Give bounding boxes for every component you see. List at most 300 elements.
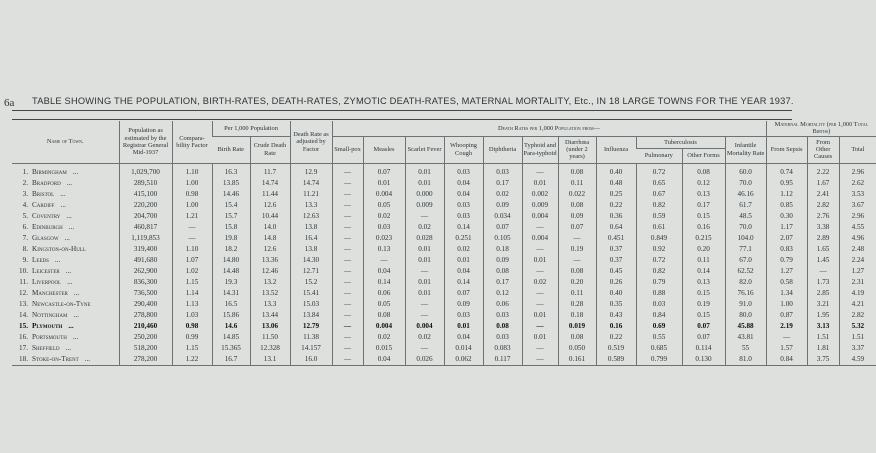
cell-diphtheria: 0.083 xyxy=(483,343,522,354)
cell-other: 0.08 xyxy=(682,163,725,178)
col-infantile-mortality: Infantile Mortality Rate xyxy=(725,136,766,163)
cell-other: 0.16 xyxy=(682,222,725,233)
table-row xyxy=(12,222,876,233)
col-birth-rate: Birth Rate xyxy=(212,136,250,163)
cell-adjusted: 15.03 xyxy=(290,299,332,310)
cell-smallpox: — xyxy=(332,332,363,343)
cell-measles: 0.015 xyxy=(363,343,405,354)
cell-birth: 15.7 xyxy=(212,211,250,222)
table-row xyxy=(12,266,876,277)
cell-smallpox: — xyxy=(332,321,363,332)
cell-total: 4.21 xyxy=(839,299,876,310)
cell-smallpox: — xyxy=(332,233,363,244)
cell-adjusted: 12.79 xyxy=(290,321,332,332)
leader-dots: ... xyxy=(68,321,74,330)
col-typhoid: Typhoid and Para-typhoid xyxy=(522,136,558,163)
cell-diphtheria: 0.18 xyxy=(483,244,522,255)
cell-sepsis: 1.00 xyxy=(766,299,807,310)
cell-crude: 13.52 xyxy=(250,288,290,299)
cell-population: 460,817 xyxy=(119,222,172,233)
cell-crude: 11.50 xyxy=(250,332,290,343)
cell-whooping: 0.01 xyxy=(444,255,483,266)
cell-scarlet: 0.01 xyxy=(405,244,444,255)
cell-diphtheria: 0.03 xyxy=(483,310,522,321)
cell-infantile: 48.5 xyxy=(725,211,766,222)
col-measles: Measles xyxy=(363,136,405,163)
cell-crude: 11.44 xyxy=(250,189,290,200)
cell-diarrhoea: — xyxy=(558,233,596,244)
cell-typhoid: — xyxy=(522,266,558,277)
cell-total: 2.24 xyxy=(839,255,876,266)
cell-diarrhoea: 0.050 xyxy=(558,343,596,354)
cell-total: 2.62 xyxy=(839,178,876,189)
cell-total: 2.48 xyxy=(839,244,876,255)
col-diphtheria: Diphtheria xyxy=(483,136,522,163)
cell-infantile: 55 xyxy=(725,343,766,354)
cell-birth: 14.85 xyxy=(212,332,250,343)
cell-adjusted: 13.8 xyxy=(290,244,332,255)
cell-scarlet: 0.01 xyxy=(405,255,444,266)
cell-population: 278,200 xyxy=(119,354,172,366)
cell-diphtheria: 0.09 xyxy=(483,200,522,211)
town-name: Leicester xyxy=(32,266,60,275)
cell-infantile: 76.16 xyxy=(725,288,766,299)
cell-sepsis: 0.58 xyxy=(766,277,807,288)
row-number: 12. xyxy=(19,288,28,297)
cell-pulmonary: 0.69 xyxy=(636,321,682,332)
cell-infantile: 70.0 xyxy=(725,178,766,189)
cell-typhoid: 0.01 xyxy=(522,310,558,321)
cell-total: 4.55 xyxy=(839,222,876,233)
cell-adjusted: 16.4 xyxy=(290,233,332,244)
cell-factor: 1.14 xyxy=(172,288,212,299)
cell-population: 278,800 xyxy=(119,310,172,321)
cell-pulmonary: 0.61 xyxy=(636,222,682,233)
leader-dots: ... xyxy=(60,200,66,209)
cell-other-causes: 1.65 xyxy=(807,244,839,255)
cell-population: 220,200 xyxy=(119,200,172,211)
table-row xyxy=(12,211,876,222)
row-number: 7. xyxy=(22,233,28,242)
cell-infantile: 80.0 xyxy=(725,310,766,321)
cell-total: 5.32 xyxy=(839,321,876,332)
cell-diphtheria: 0.06 xyxy=(483,299,522,310)
cell-other-causes: 3.38 xyxy=(807,222,839,233)
cell-influenza: 0.36 xyxy=(596,211,636,222)
town-name: Portsmouth xyxy=(32,332,67,341)
cell-sepsis: 0.83 xyxy=(766,244,807,255)
col-other-forms: Other Forms xyxy=(682,148,725,163)
row-number: 4. xyxy=(22,200,28,209)
cell-factor: — xyxy=(172,222,212,233)
town-cell xyxy=(12,244,119,255)
row-number: 5. xyxy=(22,211,28,220)
cell-sepsis: 0.74 xyxy=(766,163,807,178)
cell-typhoid: — xyxy=(522,299,558,310)
cell-pulmonary: 0.685 xyxy=(636,343,682,354)
cell-diarrhoea: 0.28 xyxy=(558,299,596,310)
cell-scarlet: 0.01 xyxy=(405,163,444,178)
cell-influenza: 0.25 xyxy=(596,189,636,200)
cell-sepsis: 1.12 xyxy=(766,189,807,200)
cell-other: 0.15 xyxy=(682,211,725,222)
col-influenza: Influenza xyxy=(596,136,636,163)
cell-sepsis: 0.87 xyxy=(766,310,807,321)
cell-other-causes: — xyxy=(807,266,839,277)
cell-infantile: 77.1 xyxy=(725,244,766,255)
cell-other-causes: 1.67 xyxy=(807,178,839,189)
table-row xyxy=(12,233,876,244)
cell-typhoid: 0.02 xyxy=(522,277,558,288)
cell-measles: 0.03 xyxy=(363,222,405,233)
cell-other: 0.12 xyxy=(682,178,725,189)
table-row xyxy=(12,343,876,354)
cell-sepsis: — xyxy=(766,332,807,343)
cell-sepsis: 2.07 xyxy=(766,233,807,244)
cell-birth: 14.6 xyxy=(212,321,250,332)
cell-diarrhoea: 0.08 xyxy=(558,163,596,178)
col-comparability-factor: Compara-bility Factor xyxy=(172,121,212,163)
col-from-sepsis: From Sepsis xyxy=(766,136,807,163)
row-number: 9. xyxy=(22,255,28,264)
leader-dots: ... xyxy=(68,222,75,231)
cell-influenza: 0.37 xyxy=(596,255,636,266)
cell-typhoid: — xyxy=(522,288,558,299)
row-number: 8. xyxy=(22,244,28,253)
town-name: Bristol xyxy=(32,189,55,198)
cell-other-causes: 1.73 xyxy=(807,277,839,288)
cell-adjusted: 11.21 xyxy=(290,189,332,200)
cell-birth: 15.86 xyxy=(212,310,250,321)
cell-measles: 0.14 xyxy=(363,277,405,288)
cell-whooping: 0.03 xyxy=(444,200,483,211)
cell-birth: 14.31 xyxy=(212,288,250,299)
cell-measles: 0.004 xyxy=(363,189,405,200)
cell-pulmonary: 0.82 xyxy=(636,200,682,211)
cell-diarrhoea: 0.161 xyxy=(558,354,596,366)
cell-whooping: 0.03 xyxy=(444,211,483,222)
cell-factor: 1.02 xyxy=(172,266,212,277)
cell-total: 2.82 xyxy=(839,310,876,321)
cell-diarrhoea: 0.20 xyxy=(558,277,596,288)
cell-scarlet: 0.01 xyxy=(405,178,444,189)
cell-adjusted: 15.2 xyxy=(290,277,332,288)
cell-factor: 1.15 xyxy=(172,343,212,354)
cell-total: 4.59 xyxy=(839,354,876,366)
cell-total: 4.19 xyxy=(839,288,876,299)
cell-pulmonary: 0.88 xyxy=(636,288,682,299)
leader-dots: ... xyxy=(73,288,80,297)
cell-diphtheria: 0.02 xyxy=(483,189,522,200)
cell-whooping: 0.14 xyxy=(444,222,483,233)
cell-crude: 13.36 xyxy=(250,255,290,266)
cell-crude: 14.8 xyxy=(250,233,290,244)
table-row xyxy=(12,288,876,299)
cell-smallpox: — xyxy=(332,277,363,288)
leader-dots: ... xyxy=(65,266,72,275)
cell-birth: 16.3 xyxy=(212,163,250,178)
col-smallpox: Small-pox xyxy=(332,136,363,163)
cell-smallpox: — xyxy=(332,310,363,321)
col-adjusted-death-rate: Death Rate as adjusted by Factor xyxy=(290,121,332,163)
cell-infantile: 67.0 xyxy=(725,255,766,266)
town-name: Liverpool xyxy=(32,277,62,286)
cell-measles: 0.02 xyxy=(363,332,405,343)
cell-diphtheria: 0.03 xyxy=(483,332,522,343)
cell-whooping: 0.04 xyxy=(444,178,483,189)
cell-infantile: 62.52 xyxy=(725,266,766,277)
cell-factor: 1.00 xyxy=(172,178,212,189)
cell-other-causes: 2.76 xyxy=(807,211,839,222)
cell-whooping: 0.09 xyxy=(444,299,483,310)
header-rule xyxy=(12,119,792,120)
cell-adjusted: 13.3 xyxy=(290,200,332,211)
cell-other: 0.15 xyxy=(682,288,725,299)
cell-diarrhoea: 0.08 xyxy=(558,332,596,343)
cell-influenza: 0.26 xyxy=(596,277,636,288)
cell-factor: 1.00 xyxy=(172,200,212,211)
town-name: Glasgow xyxy=(32,233,59,242)
cell-other: 0.13 xyxy=(682,189,725,200)
cell-population: 319,400 xyxy=(119,244,172,255)
cell-population: 491,680 xyxy=(119,255,172,266)
cell-diarrhoea: — xyxy=(558,255,596,266)
cell-diphtheria: 0.08 xyxy=(483,266,522,277)
cell-infantile: 61.7 xyxy=(725,200,766,211)
town-name: Kingston-on-Hull xyxy=(32,244,86,253)
cell-measles: 0.13 xyxy=(363,244,405,255)
town-cell xyxy=(12,178,119,189)
cell-scarlet: 0.000 xyxy=(405,189,444,200)
table-row xyxy=(12,244,876,255)
cell-other-causes: 3.13 xyxy=(807,321,839,332)
row-number: 10. xyxy=(19,266,28,275)
cell-population: 289,510 xyxy=(119,178,172,189)
cell-sepsis: 0.85 xyxy=(766,200,807,211)
cell-birth: 14.48 xyxy=(212,266,250,277)
cell-scarlet: — xyxy=(405,299,444,310)
cell-whooping: 0.04 xyxy=(444,266,483,277)
cell-birth: 14.46 xyxy=(212,189,250,200)
cell-crude: 13.1 xyxy=(250,354,290,366)
cell-population: 518,200 xyxy=(119,343,172,354)
cell-factor: 1.21 xyxy=(172,211,212,222)
cell-whooping: 0.251 xyxy=(444,233,483,244)
leader-dots: ... xyxy=(66,211,72,220)
cell-factor: 0.98 xyxy=(172,321,212,332)
town-name: Birmingham xyxy=(32,167,67,176)
cell-diphtheria: 0.12 xyxy=(483,288,522,299)
cell-birth: 19.3 xyxy=(212,277,250,288)
cell-sepsis: 1.17 xyxy=(766,222,807,233)
cell-other-causes: 2.85 xyxy=(807,288,839,299)
cell-adjusted: 13.8 xyxy=(290,222,332,233)
cell-population: 415,100 xyxy=(119,189,172,200)
cell-influenza: 0.22 xyxy=(596,200,636,211)
row-number: 13. xyxy=(19,299,28,308)
cell-influenza: 0.37 xyxy=(596,244,636,255)
cell-adjusted: 14.74 xyxy=(290,178,332,189)
cell-crude: 12.6 xyxy=(250,200,290,211)
cell-other: 0.13 xyxy=(682,277,725,288)
town-name: Plymouth xyxy=(32,321,63,330)
cell-whooping: 0.02 xyxy=(444,244,483,255)
cell-pulmonary: 0.92 xyxy=(636,244,682,255)
cell-whooping: 0.062 xyxy=(444,354,483,366)
cell-diphtheria: 0.105 xyxy=(483,233,522,244)
row-number: 6. xyxy=(22,222,28,231)
cell-diarrhoea: 0.19 xyxy=(558,244,596,255)
cell-other-causes: 2.82 xyxy=(807,200,839,211)
cell-influenza: 0.40 xyxy=(596,288,636,299)
cell-diarrhoea: 0.019 xyxy=(558,321,596,332)
cell-population: 736,500 xyxy=(119,288,172,299)
cell-other: 0.14 xyxy=(682,266,725,277)
cell-crude: 12.328 xyxy=(250,343,290,354)
cell-adjusted: 11.38 xyxy=(290,332,332,343)
town-name: Leeds xyxy=(32,255,49,264)
cell-influenza: 0.35 xyxy=(596,299,636,310)
leader-dots: ... xyxy=(84,354,91,363)
cell-diphtheria: 0.07 xyxy=(483,222,522,233)
row-number: 1. xyxy=(22,167,28,176)
cell-birth: 15.4 xyxy=(212,200,250,211)
leader-dots: ... xyxy=(65,343,71,352)
cell-other-causes: 2.41 xyxy=(807,189,839,200)
table-row xyxy=(12,310,876,321)
town-cell xyxy=(12,200,119,211)
cell-factor: 1.15 xyxy=(172,277,212,288)
town-name: Nottingham xyxy=(32,310,68,319)
cell-total: 2.96 xyxy=(839,163,876,178)
cell-scarlet: — xyxy=(405,343,444,354)
cell-pulmonary: 0.65 xyxy=(636,178,682,189)
cell-crude: 14.0 xyxy=(250,222,290,233)
cell-birth: 15.8 xyxy=(212,222,250,233)
cell-factor: 1.10 xyxy=(172,244,212,255)
cell-birth: 15.365 xyxy=(212,343,250,354)
cell-sepsis: 2.19 xyxy=(766,321,807,332)
town-name: Stoke-on-Trent xyxy=(32,354,79,363)
cell-scarlet: 0.009 xyxy=(405,200,444,211)
cell-other-causes: 1.95 xyxy=(807,310,839,321)
town-cell xyxy=(12,354,119,366)
cell-measles: 0.05 xyxy=(363,299,405,310)
cell-infantile: 104.0 xyxy=(725,233,766,244)
cell-scarlet: — xyxy=(405,211,444,222)
col-from-other-causes: From Other Causes xyxy=(807,136,839,163)
cell-adjusted: 12.71 xyxy=(290,266,332,277)
cell-total: 1.27 xyxy=(839,266,876,277)
town-name: Manchester xyxy=(32,288,68,297)
town-cell xyxy=(12,266,119,277)
cell-birth: 16.5 xyxy=(212,299,250,310)
cell-birth: 14.80 xyxy=(212,255,250,266)
col-population: Population as estimated by the Registrar General Mid-1937 xyxy=(119,121,172,163)
cell-influenza: 0.519 xyxy=(596,343,636,354)
cell-typhoid: 0.01 xyxy=(522,178,558,189)
leader-dots: ... xyxy=(72,332,79,341)
table-row xyxy=(12,200,876,211)
statistics-table xyxy=(12,121,876,366)
cell-typhoid: — xyxy=(522,343,558,354)
cell-typhoid: 0.01 xyxy=(522,255,558,266)
cell-factor: 1.22 xyxy=(172,354,212,366)
row-number: 2. xyxy=(22,178,28,187)
cell-smallpox: — xyxy=(332,244,363,255)
town-cell xyxy=(12,189,119,200)
cell-influenza: 0.45 xyxy=(596,266,636,277)
leader-dots: ... xyxy=(60,189,66,198)
cell-pulmonary: 0.79 xyxy=(636,277,682,288)
cell-whooping: 0.14 xyxy=(444,277,483,288)
table-title: TABLE SHOWING THE POPULATION, BIRTH-RATES, DEATH-RATES, ZYMOTIC DEATH-RATES, MATERNAL MORTALITY, Etc., IN 18 LARGE TOWNS FOR THE YEAR 1937. xyxy=(32,96,794,106)
cell-birth: 19.8 xyxy=(212,233,250,244)
leader-dots: ... xyxy=(54,255,61,264)
cell-crude: 13.06 xyxy=(250,321,290,332)
town-name: Newcastle-on-Tyne xyxy=(32,299,91,308)
cell-scarlet: 0.01 xyxy=(405,288,444,299)
col-group-maternal-mortality: Maternal Mortality (per 1,000 Total Births) xyxy=(766,121,876,136)
cell-other-causes: 1.45 xyxy=(807,255,839,266)
leader-dots: ... xyxy=(67,277,73,286)
cell-pulmonary: 0.59 xyxy=(636,211,682,222)
cell-influenza: 0.16 xyxy=(596,321,636,332)
cell-crude: 12.6 xyxy=(250,244,290,255)
row-number: 16. xyxy=(19,332,28,341)
cell-scarlet: 0.028 xyxy=(405,233,444,244)
cell-diphtheria: 0.08 xyxy=(483,321,522,332)
cell-factor: 0.98 xyxy=(172,189,212,200)
cell-other-causes: 1.81 xyxy=(807,343,839,354)
cell-diarrhoea: 0.09 xyxy=(558,211,596,222)
town-cell xyxy=(12,332,119,343)
cell-sepsis: 1.27 xyxy=(766,266,807,277)
cell-infantile: 70.0 xyxy=(725,222,766,233)
cell-diarrhoea: 0.022 xyxy=(558,189,596,200)
cell-pulmonary: 0.72 xyxy=(636,255,682,266)
cell-sepsis: 1.57 xyxy=(766,343,807,354)
cell-typhoid: — xyxy=(522,354,558,366)
cell-smallpox: — xyxy=(332,189,363,200)
cell-adjusted: 15.41 xyxy=(290,288,332,299)
table-row xyxy=(12,354,876,366)
cell-smallpox: — xyxy=(332,288,363,299)
table-row xyxy=(12,299,876,310)
town-cell xyxy=(12,343,119,354)
leader-dots: ... xyxy=(64,233,70,242)
cell-pulmonary: 0.84 xyxy=(636,310,682,321)
cell-infantile: 91.0 xyxy=(725,299,766,310)
cell-influenza: 0.451 xyxy=(596,233,636,244)
col-group-tuberculosis: Tuberculosis xyxy=(636,136,725,148)
cell-total: 4.96 xyxy=(839,233,876,244)
col-diarrhoea: Diarrhœa (under 2 years) xyxy=(558,136,596,163)
cell-other-causes: 2.22 xyxy=(807,163,839,178)
cell-scarlet: — xyxy=(405,266,444,277)
cell-population: 1,119,853 xyxy=(119,233,172,244)
cell-diarrhoea: 0.18 xyxy=(558,310,596,321)
cell-factor: 0.99 xyxy=(172,332,212,343)
cell-other: 0.19 xyxy=(682,299,725,310)
cell-scarlet: — xyxy=(405,310,444,321)
cell-typhoid: — xyxy=(522,244,558,255)
cell-sepsis: 1.34 xyxy=(766,288,807,299)
cell-infantile: 60.0 xyxy=(725,163,766,178)
cell-smallpox: — xyxy=(332,211,363,222)
row-number: 18. xyxy=(19,354,28,363)
cell-population: 210,460 xyxy=(119,321,172,332)
